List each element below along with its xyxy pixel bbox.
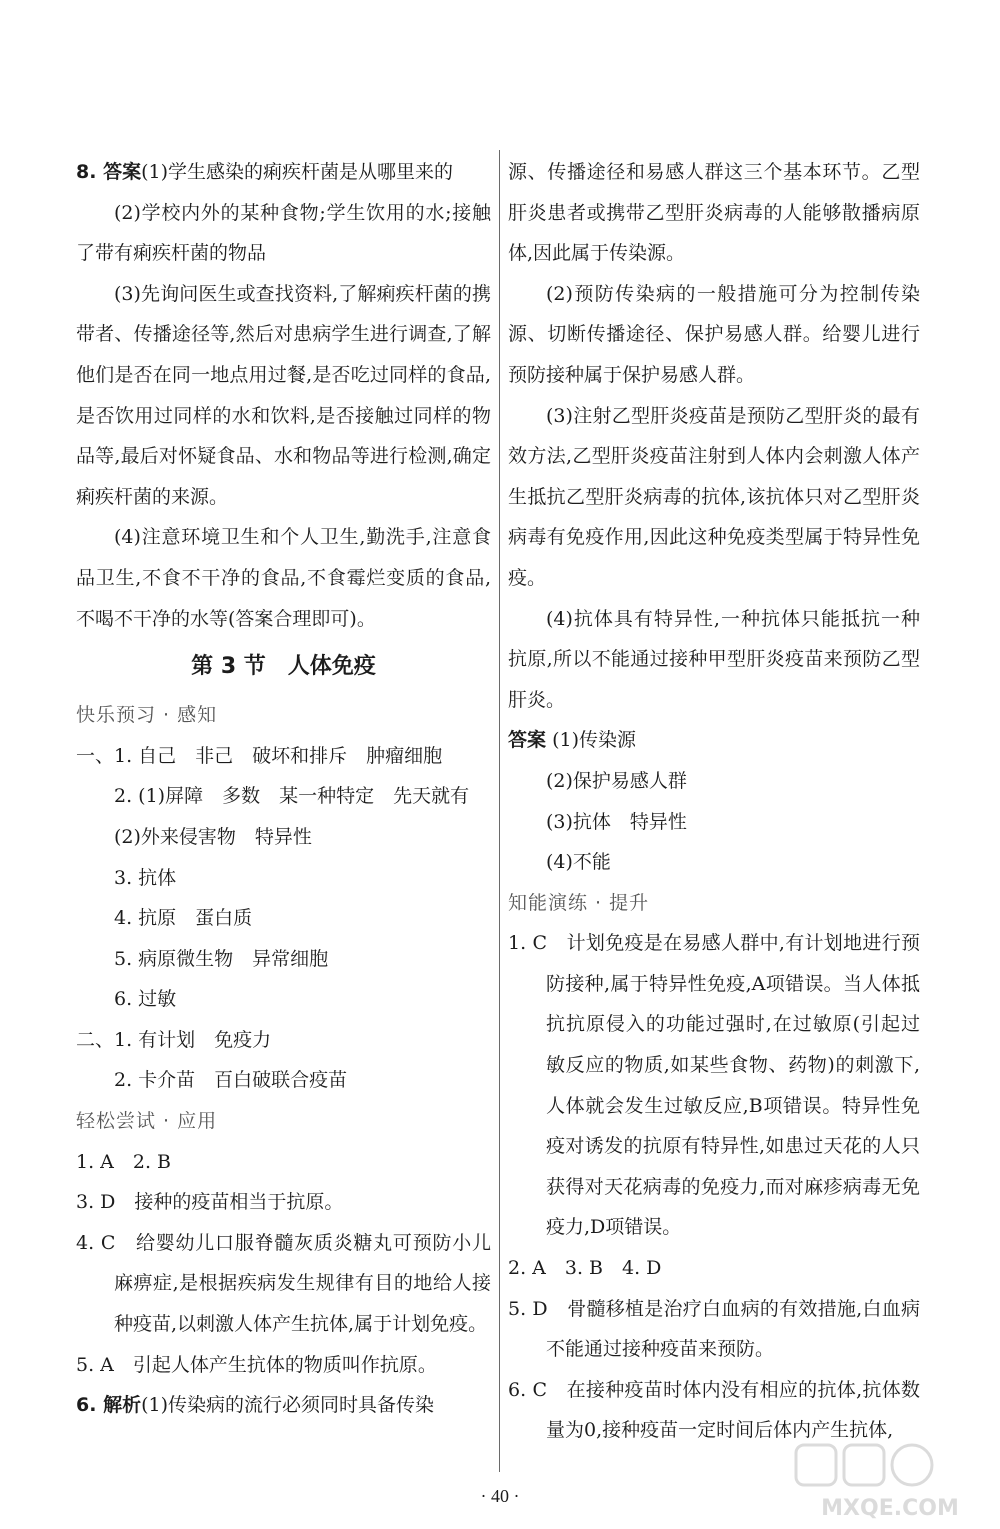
part2-item2: 2. 卡介苗 百白破联合疫苗 (114, 1069, 348, 1092)
q6-answer-3: (3)抗体 特异性 (546, 810, 687, 833)
q6-answer-2: (2)保护易感人群 (546, 769, 687, 792)
part1-item3: 3. 抗体 (114, 866, 177, 889)
analysis-cont-2: (2)预防传染病的一般措施可分为控制传染源、切断传播途径、保护易感人群。给婴儿进行预防接种属于保护易感人群。 (508, 282, 920, 386)
q6-answer-4: (4)不能 (546, 851, 611, 874)
svg-text:MXQE.COM: MXQE.COM (821, 1496, 959, 1521)
q8-paragraph-3: (3)先询问医生或查找资料,了解痢疾杆菌的携带者、传播途径等,然后对患病学生进行调查,了解他们是否在同一地点用过餐,是否吃过同样的食品,是否饮用过同样的水和饮料,是否接触过同样的物品等,最后对怀疑食品、水和物品等进行检测,确定痢疾杆菌的来源。 (76, 282, 491, 508)
part1-item2: 2. (1)屏障 多数 某一种特定 先天就有 (114, 785, 470, 808)
q6-answer-1: 答案 (1)传染源 (508, 729, 636, 752)
heading-try: 轻松尝试 · 应用 (76, 1110, 218, 1133)
try-item1-2: 1. A 2. B (76, 1150, 172, 1173)
part1-item2b: (2)外来侵害物 特异性 (114, 825, 312, 848)
column-divider (499, 150, 500, 1472)
heading-preview: 快乐预习 · 感知 (76, 704, 218, 727)
practice-item5: 5. D 骨髓移植是治疗白血病的有效措施,白血病不能通过接种疫苗来预防。 (508, 1297, 920, 1361)
left-column (76, 152, 491, 1426)
practice-item2-4: 2. A 3. B 4. D (508, 1257, 662, 1280)
part1-item6: 6. 过敏 (114, 988, 177, 1011)
q8-answer-line: 8. 答案(1)学生感染的痢疾杆菌是从哪里来的 (76, 161, 453, 183)
analysis-cont-1: 源、传播途径和易感人群这三个基本环节。乙型肝炎患者或携带乙型肝炎病毒的人能够散播病原体,因此属于传染源。 (508, 161, 920, 265)
q8-paragraph-2: (2)学校内外的某种食物;学生饮用的水;接触了带有痢疾杆菌的物品 (76, 201, 491, 265)
q8-paragraph-4: (4)注意环境卫生和个人卫生,勤洗手,注意食品卫生,不食不干净的食品,不食霉烂变质的食品,不喝不干净的水等(答案合理即可)。 (76, 526, 491, 630)
section-title: 第 3 节 人体免疫 (191, 654, 376, 680)
page-number: · 40 · (480, 1486, 520, 1506)
try-item4: 4. C 给婴幼儿口服脊髓灰质炎糖丸可预防小儿麻痹症,是根据疾病发生规律有目的地给人接种疫苗,以刺激人体产生抗体,属于计划免疫。 (76, 1231, 491, 1336)
watermark-logo (790, 1441, 990, 1523)
try-item3: 3. D 接种的疫苗相当于抗原。 (76, 1191, 344, 1214)
analysis-cont-3: (3)注射乙型肝炎疫苗是预防乙型肝炎的最有效方法,乙型肝炎疫苗注射到人体内会刺激人体产生抵抗乙型肝炎病毒的抗体,该抗体只对乙型肝炎病毒有免疫作用,因此这种免疫类型属于特异性免疫。 (508, 404, 920, 589)
practice-item1: 1. C 计划免疫是在易感人群中,有计划地进行预防接种,属于特异性免疫,A项错误。当人体抵抗抗原侵入的功能过强时,在过敏原(引起过敏反应的物质,如某些食物、药物)的刺激下,人体就会发生过敏反应,B项错误。特异性免疫对诱发的抗原有特异性,如患过天花的人只获得对天花病毒的免疫力,而对麻疹病毒无免疫力,D项错误。 (508, 932, 920, 1239)
part1-item1: 一、1. 自己 非己 破坏和排斥 肿瘤细胞 (76, 744, 443, 767)
right-column (508, 152, 920, 1451)
try-item5: 5. A 引起人体产生抗体的物质叫作抗原。 (76, 1353, 437, 1376)
part1-item4: 4. 抗原 蛋白质 (114, 907, 253, 930)
practice-item6: 6. C 在接种疫苗时体内没有相应的抗体,抗体数量为0,接种疫苗一定时间后体内产生抗体, (508, 1378, 920, 1442)
part2-item1: 二、1. 有计划 免疫力 (76, 1028, 272, 1051)
part1-item5: 5. 病原微生物 异常细胞 (114, 947, 329, 970)
analysis-cont-4: (4)抗体具有特异性,一种抗体只能抵抗一种抗原,所以不能通过接种甲型肝炎疫苗来预防乙型肝炎。 (508, 607, 920, 711)
try-item6: 6. 解析(1)传染病的流行必须同时具备传染 (76, 1394, 434, 1417)
heading-practice: 知能演练 · 提升 (508, 891, 650, 914)
